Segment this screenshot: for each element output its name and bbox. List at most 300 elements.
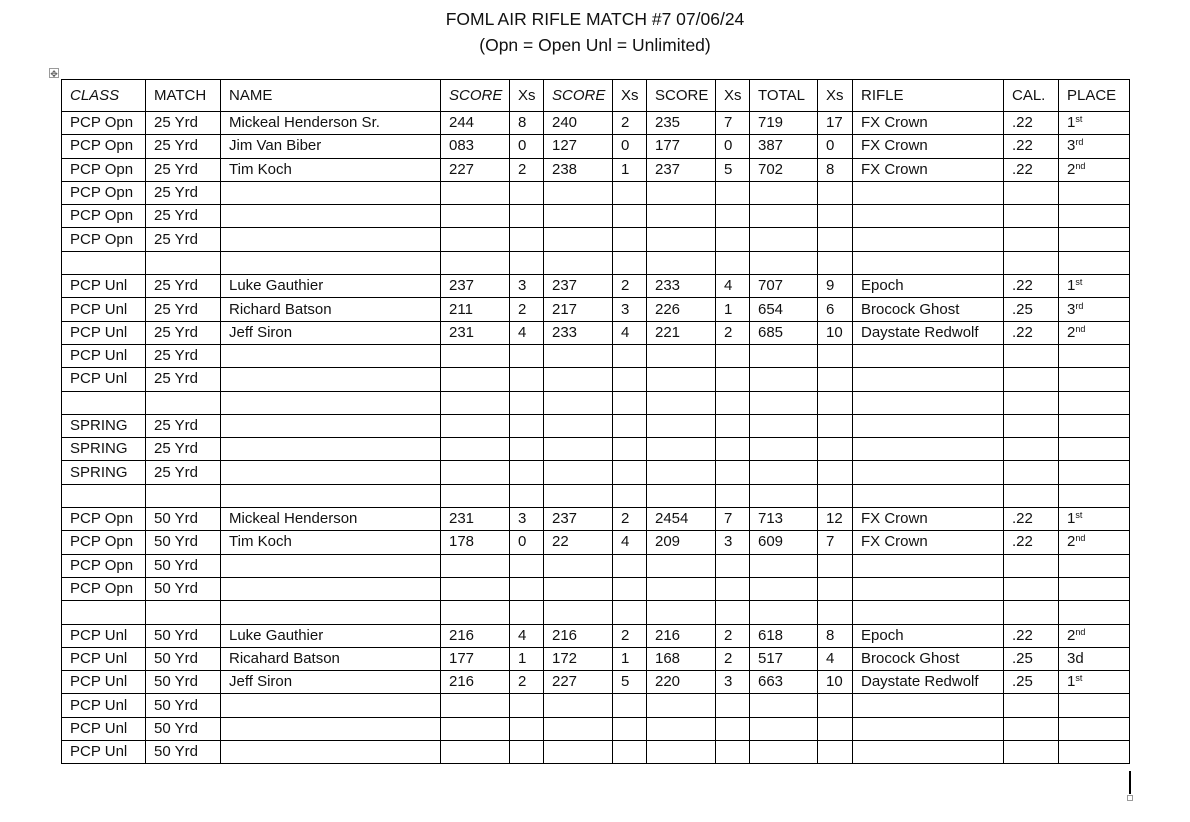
place-cell[interactable]: [1059, 158, 1130, 181]
xs-total-cell[interactable]: 8: [818, 624, 853, 647]
class-cell[interactable]: PCP Opn: [62, 508, 146, 531]
xs-1-cell[interactable]: 0: [510, 531, 544, 554]
caliber-cell[interactable]: [1004, 601, 1059, 624]
name-cell[interactable]: [221, 438, 441, 461]
caliber-cell[interactable]: [1004, 554, 1059, 577]
place-cell[interactable]: [1059, 647, 1130, 670]
match-cell[interactable]: 25 Yrd: [146, 275, 221, 298]
class-cell[interactable]: PCP Opn: [62, 112, 146, 135]
place-cell[interactable]: [1059, 112, 1130, 135]
score-1-cell[interactable]: 211: [441, 298, 510, 321]
xs-2-cell[interactable]: [613, 205, 647, 228]
name-cell[interactable]: Jim Van Biber: [221, 135, 441, 158]
score-3-cell[interactable]: 216: [647, 624, 716, 647]
score-2-cell[interactable]: 172: [544, 647, 613, 670]
name-cell[interactable]: [221, 577, 441, 600]
match-cell[interactable]: 25 Yrd: [146, 158, 221, 181]
xs-3-cell[interactable]: [716, 694, 750, 717]
caliber-cell[interactable]: [1004, 694, 1059, 717]
score-1-cell[interactable]: 177: [441, 647, 510, 670]
score-1-cell[interactable]: [441, 391, 510, 414]
class-cell[interactable]: PCP Opn: [62, 531, 146, 554]
xs-3-cell[interactable]: 4: [716, 275, 750, 298]
score-2-cell[interactable]: [544, 577, 613, 600]
class-cell[interactable]: PCP Opn: [62, 181, 146, 204]
xs-1-cell[interactable]: 3: [510, 275, 544, 298]
score-3-cell[interactable]: [647, 601, 716, 624]
xs-2-cell[interactable]: 0: [613, 135, 647, 158]
place-cell[interactable]: [1059, 368, 1130, 391]
caliber-cell[interactable]: [1004, 438, 1059, 461]
score-3-cell[interactable]: [647, 414, 716, 437]
xs-total-cell[interactable]: 10: [818, 321, 853, 344]
xs-1-cell[interactable]: [510, 368, 544, 391]
xs-1-cell[interactable]: [510, 251, 544, 274]
score-1-cell[interactable]: [441, 577, 510, 600]
place-cell[interactable]: [1059, 484, 1130, 507]
rifle-cell[interactable]: FX Crown: [853, 135, 1004, 158]
match-cell[interactable]: 50 Yrd: [146, 694, 221, 717]
caliber-cell[interactable]: [1004, 391, 1059, 414]
match-cell[interactable]: 50 Yrd: [146, 647, 221, 670]
rifle-cell[interactable]: [853, 601, 1004, 624]
place-cell[interactable]: [1059, 414, 1130, 437]
total-cell[interactable]: 707: [750, 275, 818, 298]
score-2-cell[interactable]: [544, 391, 613, 414]
name-cell[interactable]: [221, 554, 441, 577]
class-cell[interactable]: [62, 251, 146, 274]
score-2-cell[interactable]: [544, 461, 613, 484]
xs-3-cell[interactable]: [716, 181, 750, 204]
caliber-cell[interactable]: [1004, 368, 1059, 391]
total-cell[interactable]: 663: [750, 671, 818, 694]
caliber-cell[interactable]: .22: [1004, 275, 1059, 298]
score-1-cell[interactable]: 231: [441, 321, 510, 344]
xs-1-cell[interactable]: 1: [510, 647, 544, 670]
xs-1-cell[interactable]: [510, 205, 544, 228]
score-3-cell[interactable]: 177: [647, 135, 716, 158]
xs-1-cell[interactable]: [510, 741, 544, 764]
match-cell[interactable]: 50 Yrd: [146, 671, 221, 694]
total-cell[interactable]: [750, 717, 818, 740]
place-cell[interactable]: [1059, 624, 1130, 647]
caliber-cell[interactable]: [1004, 461, 1059, 484]
xs-1-cell[interactable]: [510, 694, 544, 717]
name-cell[interactable]: Mickeal Henderson Sr.: [221, 112, 441, 135]
match-cell[interactable]: 50 Yrd: [146, 508, 221, 531]
xs-1-cell[interactable]: 8: [510, 112, 544, 135]
match-cell[interactable]: 25 Yrd: [146, 205, 221, 228]
score-2-cell[interactable]: 227: [544, 671, 613, 694]
class-cell[interactable]: PCP Unl: [62, 647, 146, 670]
place-cell[interactable]: [1059, 275, 1130, 298]
score-3-cell[interactable]: [647, 228, 716, 251]
rifle-cell[interactable]: Brocock Ghost: [853, 647, 1004, 670]
xs-total-cell[interactable]: 12: [818, 508, 853, 531]
total-cell[interactable]: 719: [750, 112, 818, 135]
score-2-cell[interactable]: 237: [544, 275, 613, 298]
xs-total-cell[interactable]: [818, 251, 853, 274]
match-cell[interactable]: 50 Yrd: [146, 577, 221, 600]
score-3-cell[interactable]: [647, 368, 716, 391]
match-cell[interactable]: 25 Yrd: [146, 461, 221, 484]
score-3-cell[interactable]: [647, 251, 716, 274]
place-cell[interactable]: [1059, 671, 1130, 694]
xs-3-cell[interactable]: [716, 554, 750, 577]
score-1-cell[interactable]: [441, 554, 510, 577]
xs-2-cell[interactable]: 2: [613, 112, 647, 135]
xs-total-cell[interactable]: [818, 577, 853, 600]
score-1-cell[interactable]: 178: [441, 531, 510, 554]
class-cell[interactable]: PCP Opn: [62, 554, 146, 577]
caliber-cell[interactable]: [1004, 717, 1059, 740]
class-cell[interactable]: PCP Unl: [62, 694, 146, 717]
xs-total-cell[interactable]: [818, 717, 853, 740]
rifle-cell[interactable]: Daystate Redwolf: [853, 321, 1004, 344]
xs-2-cell[interactable]: [613, 438, 647, 461]
xs-3-cell[interactable]: 7: [716, 508, 750, 531]
xs-total-cell[interactable]: [818, 391, 853, 414]
rifle-cell[interactable]: FX Crown: [853, 158, 1004, 181]
rifle-cell[interactable]: [853, 344, 1004, 367]
class-cell[interactable]: PCP Opn: [62, 205, 146, 228]
name-cell[interactable]: [221, 205, 441, 228]
xs-2-cell[interactable]: [613, 484, 647, 507]
caliber-cell[interactable]: .22: [1004, 158, 1059, 181]
match-cell[interactable]: 25 Yrd: [146, 181, 221, 204]
name-cell[interactable]: [221, 741, 441, 764]
score-3-cell[interactable]: [647, 391, 716, 414]
xs-3-cell[interactable]: [716, 461, 750, 484]
rifle-cell[interactable]: [853, 438, 1004, 461]
name-cell[interactable]: [221, 414, 441, 437]
score-3-cell[interactable]: 221: [647, 321, 716, 344]
score-3-cell[interactable]: [647, 717, 716, 740]
place-cell[interactable]: [1059, 461, 1130, 484]
score-1-cell[interactable]: [441, 181, 510, 204]
name-cell[interactable]: [221, 717, 441, 740]
place-cell[interactable]: [1059, 438, 1130, 461]
score-3-cell[interactable]: [647, 741, 716, 764]
class-cell[interactable]: PCP Opn: [62, 158, 146, 181]
score-3-cell[interactable]: [647, 461, 716, 484]
class-cell[interactable]: SPRING: [62, 461, 146, 484]
name-cell[interactable]: Jeff Siron: [221, 671, 441, 694]
score-2-cell[interactable]: 237: [544, 508, 613, 531]
caliber-cell[interactable]: .22: [1004, 624, 1059, 647]
name-cell[interactable]: [221, 344, 441, 367]
score-2-cell[interactable]: [544, 414, 613, 437]
xs-total-cell[interactable]: [818, 414, 853, 437]
total-cell[interactable]: [750, 181, 818, 204]
name-cell[interactable]: [221, 228, 441, 251]
xs-total-cell[interactable]: [818, 368, 853, 391]
name-cell[interactable]: [221, 461, 441, 484]
score-3-cell[interactable]: [647, 181, 716, 204]
xs-total-cell[interactable]: 10: [818, 671, 853, 694]
xs-total-cell[interactable]: [818, 228, 853, 251]
score-2-cell[interactable]: [544, 717, 613, 740]
place-cell[interactable]: [1059, 181, 1130, 204]
total-cell[interactable]: [750, 368, 818, 391]
score-3-cell[interactable]: 226: [647, 298, 716, 321]
xs-3-cell[interactable]: [716, 368, 750, 391]
total-cell[interactable]: [750, 577, 818, 600]
score-1-cell[interactable]: [441, 694, 510, 717]
rifle-cell[interactable]: [853, 554, 1004, 577]
xs-1-cell[interactable]: 2: [510, 158, 544, 181]
xs-1-cell[interactable]: 2: [510, 298, 544, 321]
rifle-cell[interactable]: [853, 694, 1004, 717]
xs-2-cell[interactable]: 4: [613, 321, 647, 344]
rifle-cell[interactable]: Brocock Ghost: [853, 298, 1004, 321]
total-cell[interactable]: 609: [750, 531, 818, 554]
match-cell[interactable]: 25 Yrd: [146, 438, 221, 461]
xs-1-cell[interactable]: [510, 391, 544, 414]
score-2-cell[interactable]: [544, 251, 613, 274]
class-cell[interactable]: PCP Unl: [62, 368, 146, 391]
class-cell[interactable]: PCP Unl: [62, 298, 146, 321]
xs-2-cell[interactable]: [613, 694, 647, 717]
caliber-cell[interactable]: [1004, 344, 1059, 367]
class-cell[interactable]: PCP Unl: [62, 624, 146, 647]
place-cell[interactable]: [1059, 554, 1130, 577]
xs-1-cell[interactable]: 4: [510, 624, 544, 647]
xs-total-cell[interactable]: [818, 601, 853, 624]
xs-total-cell[interactable]: [818, 205, 853, 228]
place-cell[interactable]: [1059, 321, 1130, 344]
xs-2-cell[interactable]: [613, 601, 647, 624]
xs-total-cell[interactable]: [818, 484, 853, 507]
rifle-cell[interactable]: Epoch: [853, 624, 1004, 647]
xs-2-cell[interactable]: [613, 181, 647, 204]
xs-1-cell[interactable]: 3: [510, 508, 544, 531]
xs-total-cell[interactable]: [818, 461, 853, 484]
xs-3-cell[interactable]: [716, 717, 750, 740]
total-cell[interactable]: [750, 228, 818, 251]
name-cell[interactable]: [221, 251, 441, 274]
caliber-cell[interactable]: [1004, 181, 1059, 204]
place-cell[interactable]: [1059, 391, 1130, 414]
xs-3-cell[interactable]: 5: [716, 158, 750, 181]
score-1-cell[interactable]: 237: [441, 275, 510, 298]
rifle-cell[interactable]: [853, 391, 1004, 414]
place-cell[interactable]: [1059, 135, 1130, 158]
xs-3-cell[interactable]: [716, 741, 750, 764]
score-2-cell[interactable]: 238: [544, 158, 613, 181]
score-3-cell[interactable]: 209: [647, 531, 716, 554]
rifle-cell[interactable]: FX Crown: [853, 112, 1004, 135]
match-cell[interactable]: [146, 601, 221, 624]
place-cell[interactable]: [1059, 717, 1130, 740]
xs-2-cell[interactable]: [613, 461, 647, 484]
caliber-cell[interactable]: .25: [1004, 298, 1059, 321]
place-cell[interactable]: [1059, 531, 1130, 554]
xs-1-cell[interactable]: [510, 717, 544, 740]
score-1-cell[interactable]: [441, 344, 510, 367]
match-cell[interactable]: [146, 251, 221, 274]
match-cell[interactable]: 50 Yrd: [146, 717, 221, 740]
score-3-cell[interactable]: [647, 577, 716, 600]
match-cell[interactable]: 25 Yrd: [146, 368, 221, 391]
total-cell[interactable]: 685: [750, 321, 818, 344]
score-2-cell[interactable]: [544, 438, 613, 461]
class-cell[interactable]: PCP Unl: [62, 717, 146, 740]
xs-2-cell[interactable]: [613, 228, 647, 251]
class-cell[interactable]: PCP Opn: [62, 135, 146, 158]
xs-2-cell[interactable]: 4: [613, 531, 647, 554]
xs-2-cell[interactable]: 2: [613, 508, 647, 531]
match-cell[interactable]: 25 Yrd: [146, 321, 221, 344]
score-3-cell[interactable]: 233: [647, 275, 716, 298]
xs-2-cell[interactable]: [613, 414, 647, 437]
xs-3-cell[interactable]: 2: [716, 647, 750, 670]
total-cell[interactable]: 618: [750, 624, 818, 647]
score-2-cell[interactable]: [544, 205, 613, 228]
xs-3-cell[interactable]: [716, 601, 750, 624]
class-cell[interactable]: PCP Unl: [62, 275, 146, 298]
xs-1-cell[interactable]: [510, 484, 544, 507]
match-cell[interactable]: 25 Yrd: [146, 228, 221, 251]
xs-3-cell[interactable]: [716, 251, 750, 274]
rifle-cell[interactable]: Epoch: [853, 275, 1004, 298]
xs-2-cell[interactable]: [613, 554, 647, 577]
table-resize-handle[interactable]: [1127, 795, 1133, 801]
score-3-cell[interactable]: 2454: [647, 508, 716, 531]
name-cell[interactable]: [221, 368, 441, 391]
class-cell[interactable]: [62, 601, 146, 624]
total-cell[interactable]: 654: [750, 298, 818, 321]
score-3-cell[interactable]: [647, 344, 716, 367]
score-1-cell[interactable]: [441, 484, 510, 507]
xs-3-cell[interactable]: 2: [716, 321, 750, 344]
rifle-cell[interactable]: [853, 461, 1004, 484]
caliber-cell[interactable]: .22: [1004, 508, 1059, 531]
score-3-cell[interactable]: 235: [647, 112, 716, 135]
total-cell[interactable]: [750, 344, 818, 367]
rifle-cell[interactable]: [853, 251, 1004, 274]
xs-2-cell[interactable]: 1: [613, 647, 647, 670]
total-cell[interactable]: [750, 391, 818, 414]
caliber-cell[interactable]: [1004, 414, 1059, 437]
score-1-cell[interactable]: 231: [441, 508, 510, 531]
rifle-cell[interactable]: [853, 205, 1004, 228]
rifle-cell[interactable]: [853, 181, 1004, 204]
name-cell[interactable]: Mickeal Henderson: [221, 508, 441, 531]
xs-2-cell[interactable]: [613, 741, 647, 764]
xs-total-cell[interactable]: 6: [818, 298, 853, 321]
xs-3-cell[interactable]: [716, 577, 750, 600]
score-2-cell[interactable]: 217: [544, 298, 613, 321]
score-2-cell[interactable]: [544, 228, 613, 251]
caliber-cell[interactable]: .22: [1004, 531, 1059, 554]
score-3-cell[interactable]: 237: [647, 158, 716, 181]
xs-1-cell[interactable]: [510, 554, 544, 577]
score-3-cell[interactable]: 220: [647, 671, 716, 694]
class-cell[interactable]: PCP Opn: [62, 577, 146, 600]
class-cell[interactable]: PCP Unl: [62, 344, 146, 367]
xs-2-cell[interactable]: [613, 577, 647, 600]
class-cell[interactable]: PCP Unl: [62, 321, 146, 344]
match-cell[interactable]: [146, 484, 221, 507]
match-cell[interactable]: 50 Yrd: [146, 554, 221, 577]
score-1-cell[interactable]: [441, 228, 510, 251]
score-1-cell[interactable]: [441, 251, 510, 274]
match-cell[interactable]: 50 Yrd: [146, 624, 221, 647]
name-cell[interactable]: Tim Koch: [221, 158, 441, 181]
rifle-cell[interactable]: FX Crown: [853, 508, 1004, 531]
place-cell[interactable]: [1059, 601, 1130, 624]
xs-2-cell[interactable]: 2: [613, 624, 647, 647]
caliber-cell[interactable]: [1004, 577, 1059, 600]
caliber-cell[interactable]: .25: [1004, 647, 1059, 670]
xs-3-cell[interactable]: 7: [716, 112, 750, 135]
xs-1-cell[interactable]: [510, 344, 544, 367]
xs-2-cell[interactable]: [613, 717, 647, 740]
name-cell[interactable]: Richard Batson: [221, 298, 441, 321]
name-cell[interactable]: Ricahard Batson: [221, 647, 441, 670]
score-1-cell[interactable]: [441, 414, 510, 437]
place-cell[interactable]: [1059, 205, 1130, 228]
caliber-cell[interactable]: .22: [1004, 321, 1059, 344]
xs-2-cell[interactable]: 3: [613, 298, 647, 321]
xs-total-cell[interactable]: [818, 181, 853, 204]
total-cell[interactable]: [750, 554, 818, 577]
xs-total-cell[interactable]: 8: [818, 158, 853, 181]
score-2-cell[interactable]: 22: [544, 531, 613, 554]
name-cell[interactable]: [221, 601, 441, 624]
class-cell[interactable]: SPRING: [62, 414, 146, 437]
rifle-cell[interactable]: [853, 741, 1004, 764]
score-2-cell[interactable]: 240: [544, 112, 613, 135]
xs-1-cell[interactable]: [510, 438, 544, 461]
name-cell[interactable]: Jeff Siron: [221, 321, 441, 344]
total-cell[interactable]: 713: [750, 508, 818, 531]
table-move-handle-icon[interactable]: ✥: [50, 69, 58, 79]
total-cell[interactable]: [750, 251, 818, 274]
xs-total-cell[interactable]: [818, 694, 853, 717]
name-cell[interactable]: [221, 484, 441, 507]
score-2-cell[interactable]: 127: [544, 135, 613, 158]
xs-2-cell[interactable]: 5: [613, 671, 647, 694]
xs-3-cell[interactable]: [716, 205, 750, 228]
score-1-cell[interactable]: [441, 717, 510, 740]
caliber-cell[interactable]: [1004, 228, 1059, 251]
rifle-cell[interactable]: [853, 577, 1004, 600]
total-cell[interactable]: [750, 741, 818, 764]
score-3-cell[interactable]: [647, 438, 716, 461]
place-cell[interactable]: [1059, 577, 1130, 600]
xs-total-cell[interactable]: 17: [818, 112, 853, 135]
score-2-cell[interactable]: 233: [544, 321, 613, 344]
score-2-cell[interactable]: [544, 368, 613, 391]
score-1-cell[interactable]: 216: [441, 624, 510, 647]
name-cell[interactable]: [221, 181, 441, 204]
score-1-cell[interactable]: [441, 461, 510, 484]
match-cell[interactable]: 50 Yrd: [146, 531, 221, 554]
match-cell[interactable]: [146, 391, 221, 414]
xs-3-cell[interactable]: [716, 414, 750, 437]
xs-3-cell[interactable]: [716, 438, 750, 461]
xs-1-cell[interactable]: [510, 461, 544, 484]
class-cell[interactable]: PCP Unl: [62, 741, 146, 764]
xs-2-cell[interactable]: 1: [613, 158, 647, 181]
score-2-cell[interactable]: 216: [544, 624, 613, 647]
name-cell[interactable]: Luke Gauthier: [221, 624, 441, 647]
score-2-cell[interactable]: [544, 741, 613, 764]
xs-2-cell[interactable]: 2: [613, 275, 647, 298]
rifle-cell[interactable]: [853, 717, 1004, 740]
